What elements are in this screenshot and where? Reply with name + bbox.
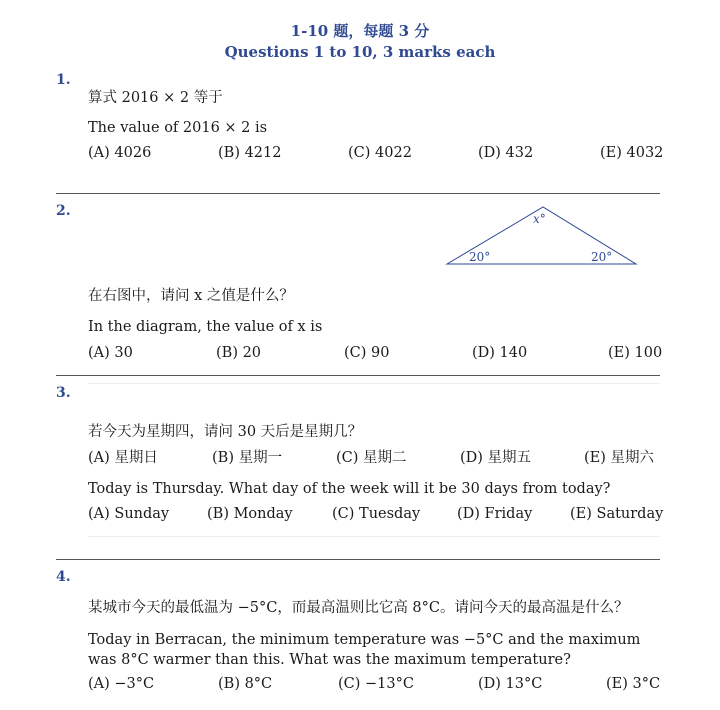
faint-line bbox=[88, 383, 660, 384]
faint-line bbox=[88, 536, 660, 537]
zh-option-e[interactable]: (E) 星期六 bbox=[584, 450, 655, 466]
option-e[interactable]: (E) 4032 bbox=[600, 145, 664, 161]
option-a[interactable]: (A) −3°C bbox=[88, 676, 155, 692]
option-e[interactable]: (E) Saturday bbox=[570, 506, 664, 522]
option-e[interactable]: (E) 3°C bbox=[606, 676, 661, 692]
angle-label-left: 20° bbox=[469, 250, 491, 264]
option-a[interactable]: (A) 30 bbox=[88, 345, 133, 361]
option-d[interactable]: (D) 432 bbox=[478, 145, 534, 161]
header-english: Questions 1 to 10, 3 marks each bbox=[224, 43, 496, 61]
question-text-zh: 若今天为星期四，请问 30 天后是星期几？ bbox=[88, 424, 363, 440]
triangle-diagram bbox=[440, 202, 644, 268]
question-divider bbox=[56, 193, 660, 194]
option-e[interactable]: (E) 100 bbox=[608, 345, 663, 361]
question-text-en: The value of 2016 × 2 is bbox=[88, 120, 268, 136]
question-text-en: Today in Berracan, the minimum temperature was −5°C and the maximum was 8°C warmer than this. What was the maximum temperature? bbox=[88, 632, 641, 668]
angle-label-top: x° bbox=[533, 212, 546, 226]
option-b[interactable]: (B) 4212 bbox=[218, 145, 282, 161]
question-text-zh: 某城市今天的最低温为 −5°C，而最高温则比它高 8°C。请问今天的最高温是什么？ bbox=[88, 600, 629, 616]
zh-option-b[interactable]: (B) 星期一 bbox=[212, 450, 283, 466]
angle-label-right: 20° bbox=[591, 250, 613, 264]
option-a[interactable]: (A) Sunday bbox=[88, 506, 170, 522]
question-text-zh: 算式 2016 × 2 等于 bbox=[88, 90, 223, 106]
option-d[interactable]: (D) 13°C bbox=[478, 676, 543, 692]
option-c[interactable]: (C) −13°C bbox=[338, 676, 414, 692]
option-d[interactable]: (D) 140 bbox=[472, 345, 528, 361]
section-header bbox=[0, 22, 720, 61]
question-number: 3. bbox=[56, 385, 71, 401]
option-b[interactable]: (B) 20 bbox=[216, 345, 262, 361]
option-c[interactable]: (C) Tuesday bbox=[332, 506, 421, 522]
option-b[interactable]: (B) 8°C bbox=[218, 676, 273, 692]
option-b[interactable]: (B) Monday bbox=[207, 506, 293, 522]
question-divider bbox=[56, 375, 660, 376]
question-number: 2. bbox=[56, 203, 71, 219]
question-divider bbox=[56, 559, 660, 560]
question-text-zh: 在右图中，请问 x 之值是什么？ bbox=[88, 288, 294, 304]
option-d[interactable]: (D) Friday bbox=[457, 506, 533, 522]
zh-option-c[interactable]: (C) 星期二 bbox=[336, 450, 407, 466]
zh-option-a[interactable]: (A) 星期日 bbox=[88, 450, 158, 466]
zh-option-d[interactable]: (D) 星期五 bbox=[460, 450, 532, 466]
question-text-en: Today is Thursday. What day of the week will it be 30 days from today? bbox=[88, 481, 611, 497]
header-chinese: 1-10 题，每题 3 分 bbox=[290, 22, 430, 40]
option-c[interactable]: (C) 90 bbox=[344, 345, 390, 361]
option-a[interactable]: (A) 4026 bbox=[88, 145, 152, 161]
option-c[interactable]: (C) 4022 bbox=[348, 145, 412, 161]
question-text-en: In the diagram, the value of x is bbox=[88, 319, 323, 335]
question-number: 1. bbox=[56, 72, 71, 88]
question-number: 4. bbox=[56, 569, 71, 585]
